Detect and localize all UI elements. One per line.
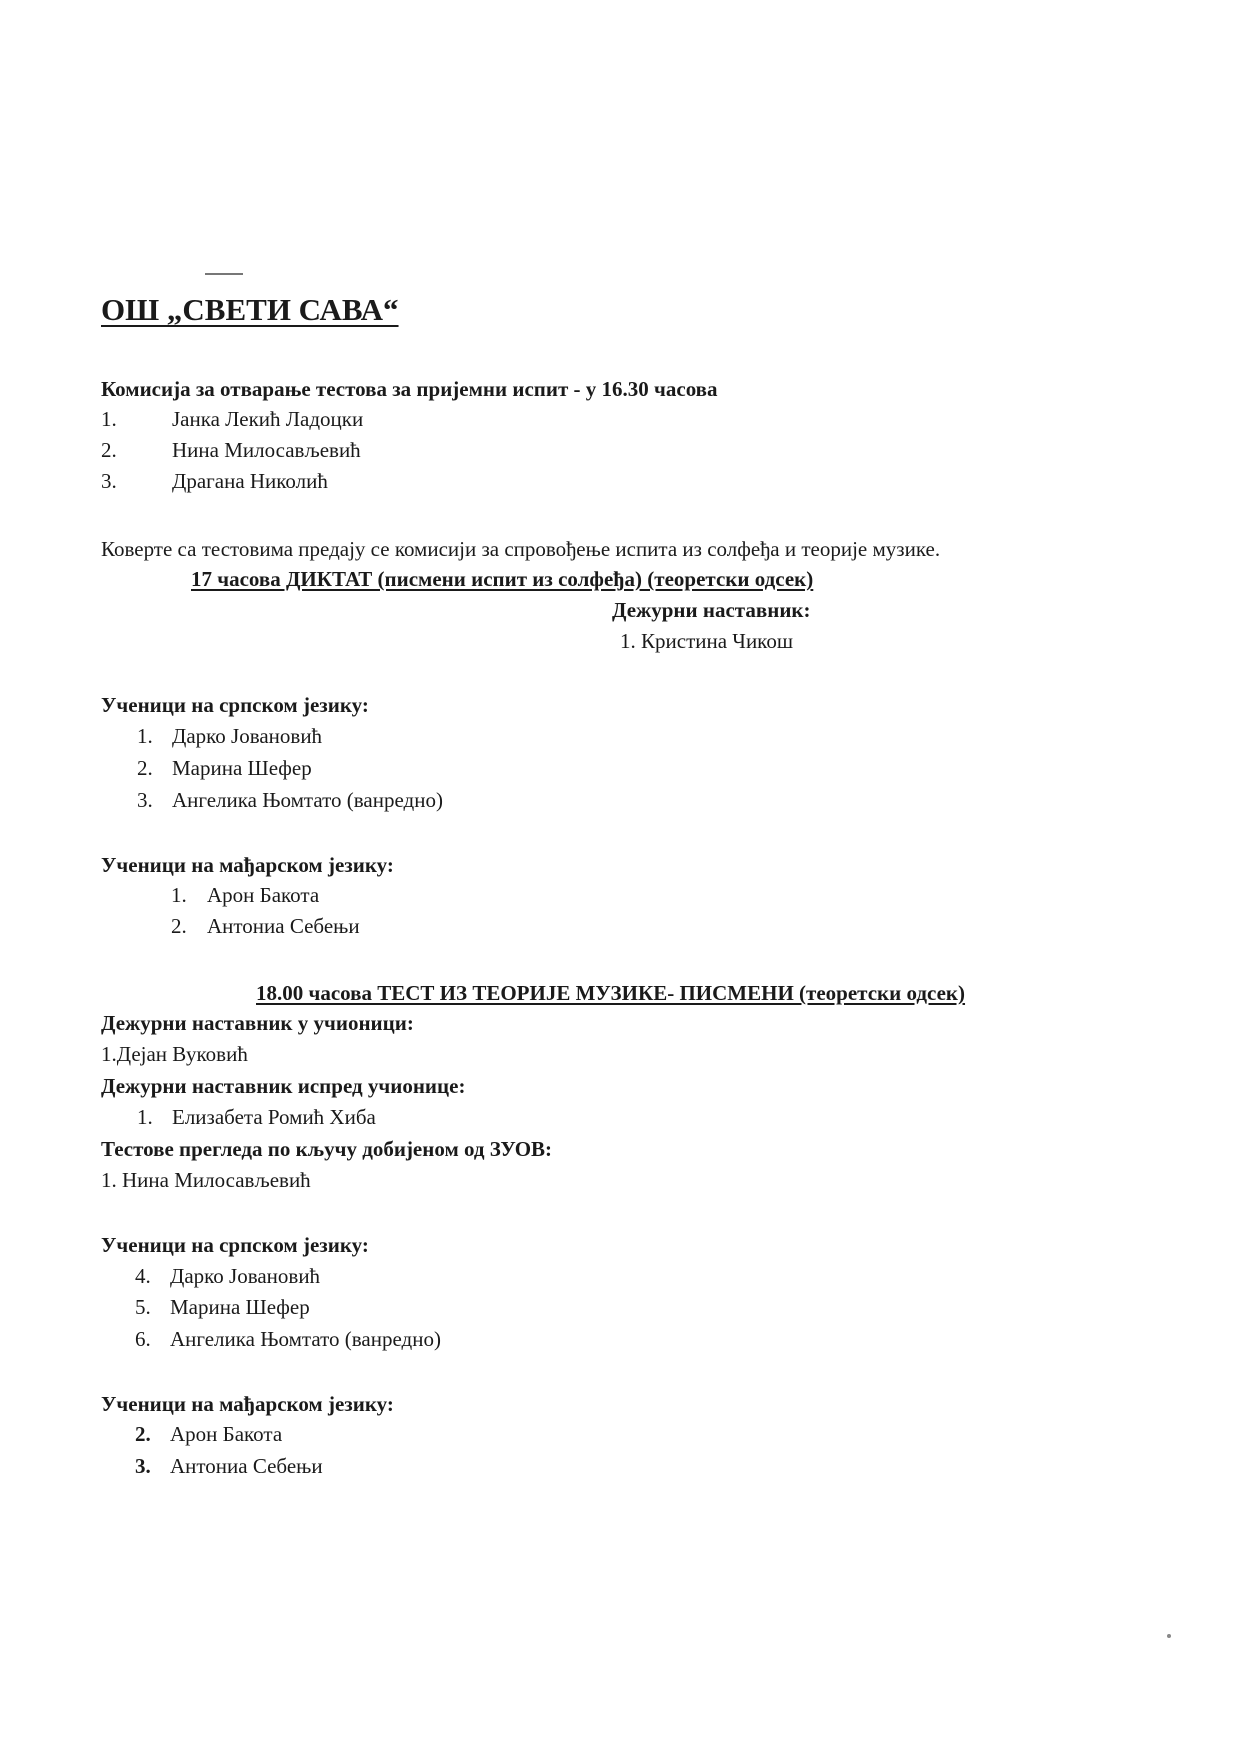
student-name: Антониа Себењи	[170, 1454, 323, 1478]
school-title: ОШ „СВЕТИ САВА“	[101, 292, 399, 327]
student-number: 3.	[137, 788, 153, 812]
student-number: 1.	[137, 724, 153, 748]
student-number: 5.	[135, 1295, 151, 1319]
envelopes-note: Коверте са тестовима предају се комисији за спровођење испита из солфеђа и теорије музике.	[101, 537, 941, 561]
review-teacher: 1. Нина Милосављевић	[101, 1168, 311, 1192]
student-name: Антониа Себењи	[207, 914, 360, 938]
student-name: Арон Бакота	[207, 883, 320, 907]
commission-member-number: 3.	[101, 469, 117, 493]
dictation-duty-teacher: 1. Кристина Чикош	[620, 629, 793, 653]
duty-outside-number: 1.	[137, 1105, 153, 1129]
student-number: 3.	[135, 1454, 151, 1478]
commission-member-number: 1.	[101, 407, 117, 431]
theory-serbian-label: Ученици на српском језику:	[101, 1233, 369, 1257]
dictation-serbian-label: Ученици на српском језику:	[101, 693, 369, 717]
student-number: 2.	[171, 914, 187, 938]
student-number: 1.	[171, 883, 187, 907]
duty-in-classroom-teacher: 1.Дејан Вуковић	[101, 1042, 248, 1066]
dictation-duty-label: Дежурни наставник:	[612, 598, 811, 622]
commission-member-name: Нина Милосављевић	[172, 438, 361, 462]
dictation-heading: 17 часова ДИКТАТ (писмени испит из солфеђа) (теоретски одсек)	[191, 567, 814, 591]
duty-outside-classroom-label: Дежурни наставник испред учионице:	[101, 1074, 466, 1098]
dictation-hungarian-label: Ученици на мађарском језику:	[101, 853, 394, 877]
duty-in-classroom-label: Дежурни наставник у учионици:	[101, 1011, 414, 1035]
student-name: Ангелика Њомтато (ванредно)	[170, 1327, 441, 1351]
scan-speck	[1167, 1634, 1171, 1638]
scan-mark	[205, 273, 243, 275]
student-number: 4.	[135, 1264, 151, 1288]
student-name: Дарко Јовановић	[170, 1264, 321, 1288]
student-number: 2.	[137, 756, 153, 780]
commission-member-name: Драгана Николић	[172, 469, 328, 493]
theory-test-heading: 18.00 часова ТЕСТ ИЗ ТЕОРИЈЕ МУЗИКЕ- ПИСМЕНИ (теоретски одсек)	[256, 981, 966, 1005]
student-name: Марина Шефер	[170, 1295, 310, 1319]
commission-member-number: 2.	[101, 438, 117, 462]
student-name: Арон Бакота	[170, 1422, 283, 1446]
review-label: Тестове прегледа по кључу добијеном од ЗУОВ:	[101, 1137, 553, 1161]
theory-hungarian-label: Ученици на мађарском језику:	[101, 1392, 394, 1416]
student-number: 2.	[135, 1422, 151, 1446]
student-name: Дарко Јовановић	[172, 724, 323, 748]
commission-member-name: Јанка Лекић Ладоцки	[172, 407, 364, 431]
student-number: 6.	[135, 1327, 151, 1351]
duty-outside-classroom-teacher: Елизабета Ромић Хиба	[172, 1105, 376, 1129]
student-name: Марина Шефер	[172, 756, 312, 780]
commission-heading: Комисија за отварање тестова за пријемни испит - у 16.30 часова	[101, 377, 718, 401]
student-name: Ангелика Њомтато (ванредно)	[172, 788, 443, 812]
